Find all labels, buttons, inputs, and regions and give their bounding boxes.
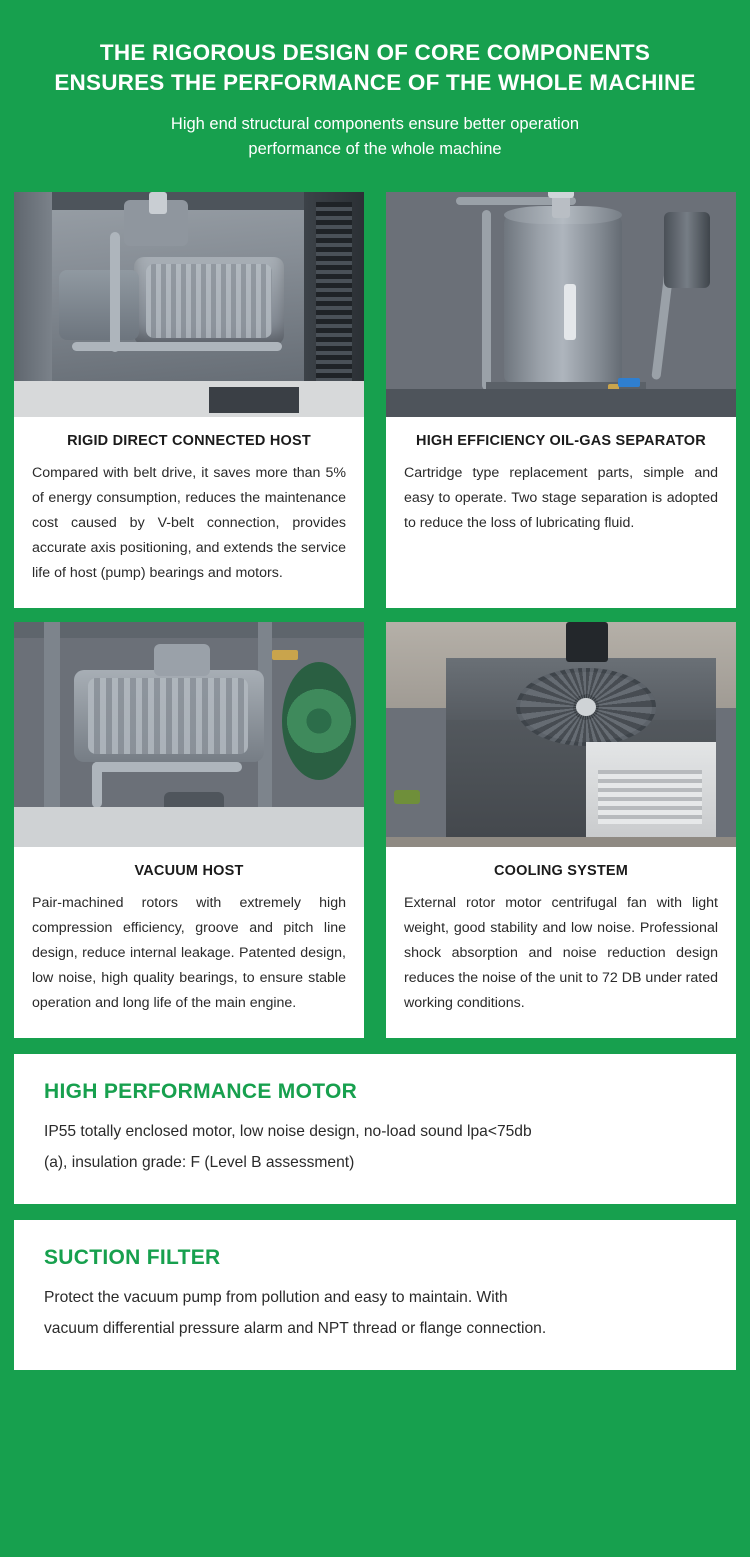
feature-card (14, 622, 364, 1038)
panel-text (44, 1282, 708, 1344)
feature-card-description: External rotor motor centrifugal fan with light weight, good stability and low noise. Professional shock absorption and noise reduction design reduces the noise of the unit to 72 DB under rated working conditions. (404, 895, 718, 1011)
panel-text-line-1: Protect the vacuum pump from pollution and easy to maintain. With (44, 1289, 508, 1306)
page-title-line-2: ENSURES THE PERFORMANCE OF THE WHOLE MACHINE (54, 70, 696, 95)
panel-title: HIGH PERFORMANCE MOTOR (44, 1080, 358, 1103)
feature-card-body (386, 417, 736, 558)
panel-text-line-2: vacuum differential pressure alarm and NPT thread or flange connection. (44, 1320, 547, 1337)
feature-card (386, 192, 736, 608)
high-performance-motor-panel (14, 1054, 736, 1204)
vacuum-host-photo (14, 622, 364, 847)
panel-text-line-1: IP55 totally enclosed motor, low noise design, no-load sound lpa<75db (44, 1123, 532, 1140)
feature-card-body (386, 847, 736, 1038)
feature-card (386, 622, 736, 1038)
page-subtitle (40, 112, 710, 162)
panel-text-line-2: (a), insulation grade: F (Level B assessment) (44, 1154, 355, 1171)
page-title (40, 38, 710, 98)
rigid-direct-connected-host-photo (14, 192, 364, 417)
feature-card-description: Pair-machined rotors with extremely high compression efficiency, groove and pitch line design, reduce internal leakage. Patented design, low noise, high quality bearings, to ensure stable operation and long life of the main engine. (32, 895, 346, 1011)
panel-title: SUCTION FILTER (44, 1246, 221, 1269)
feature-card (14, 192, 364, 608)
suction-filter-panel (14, 1220, 736, 1370)
feature-card-title: VACUUM HOST (134, 863, 244, 879)
cooling-system-photo (386, 622, 736, 847)
page-title-line-1: THE RIGOROUS DESIGN OF CORE COMPONENTS (99, 40, 651, 65)
feature-card-body (14, 847, 364, 1038)
feature-card-grid (0, 192, 750, 1038)
page-header (0, 0, 750, 170)
panel-text (44, 1116, 708, 1178)
page-subtitle-line-2: performance of the whole machine (248, 140, 502, 158)
oil-gas-separator-photo (386, 192, 736, 417)
feature-card-description: Cartridge type replacement parts, simple and easy to operate. Two stage separation is adopted to reduce the loss of lubricating fluid. (404, 465, 718, 531)
feature-card-body (14, 417, 364, 608)
feature-card-title: COOLING SYSTEM (493, 863, 629, 879)
feature-card-description: Compared with belt drive, it saves more than 5% of energy consumption, reduces the maintenance cost caused by V-belt connection, provides accurate axis positioning, and extends the service life of host (pump) bearings and motors. (32, 465, 346, 581)
page-subtitle-line-1: High end structural components ensure better operation (170, 115, 580, 133)
feature-card-title: HIGH EFFICIENCY OIL-GAS SEPARATOR (416, 433, 706, 449)
feature-card-title: RIGID DIRECT CONNECTED HOST (67, 433, 311, 449)
